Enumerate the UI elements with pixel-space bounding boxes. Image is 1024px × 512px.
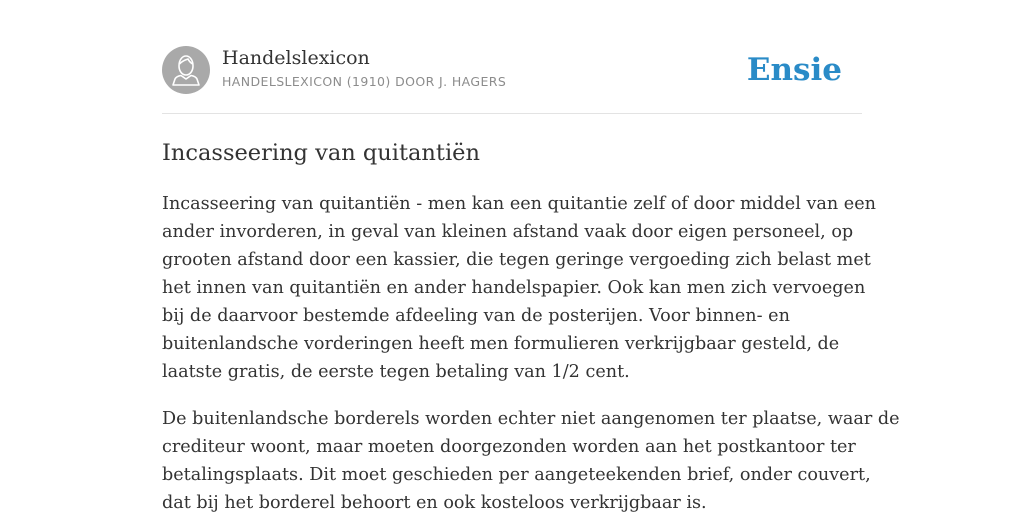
text-line: buitenlandsche vorderingen heeft men formulieren verkrijgbaar gesteld, de [162, 334, 840, 354]
article-body [162, 190, 900, 512]
text-line: het innen van quitantiën en ander handelspapier. Ook kan men zich vervoegen [162, 278, 866, 298]
text-line: crediteur woont, maar moeten doorgezonden worden aan het postkantoor ter [162, 437, 856, 457]
text-line: bij de daarvoor bestemde afdeeling van de posterijen. Voor binnen- en [162, 306, 790, 326]
text-line: grooten afstand door een kassier, die tegen geringe vergoeding zich belast met [162, 250, 871, 270]
source-name[interactable]: Handelslexicon [222, 47, 370, 69]
source-subtitle[interactable]: HANDELSLEXICON (1910) DOOR J. HAGERS [222, 74, 507, 89]
header-divider [162, 113, 862, 114]
text-line: Incasseering van quitantiën - men kan een quitantie zelf of door middel van een [162, 194, 876, 214]
text-line: ander invorderen, in geval van kleinen afstand vaak door eigen personeel, op [162, 222, 854, 242]
source-avatar[interactable] [162, 46, 210, 94]
paragraph-1 [162, 190, 876, 386]
text-line: dat bij het borderel behoort en ook kosteloos verkrijgbaar is. [162, 493, 707, 512]
user-icon [162, 46, 210, 94]
ensie-logo[interactable]: Ensie [746, 52, 842, 88]
paragraph-2 [162, 405, 900, 512]
header [162, 46, 862, 96]
text-line: laatste gratis, de eerste tegen betaling van 1/2 cent. [162, 362, 630, 382]
text-line: betalingsplaats. Dit moet geschieden per aangeteekenden brief, onder couvert, [162, 465, 871, 485]
article-title: Incasseering van quitantiën [162, 140, 480, 166]
text-line: De buitenlandsche borderels worden echter niet aangenomen ter plaatse, waar de [162, 409, 900, 429]
